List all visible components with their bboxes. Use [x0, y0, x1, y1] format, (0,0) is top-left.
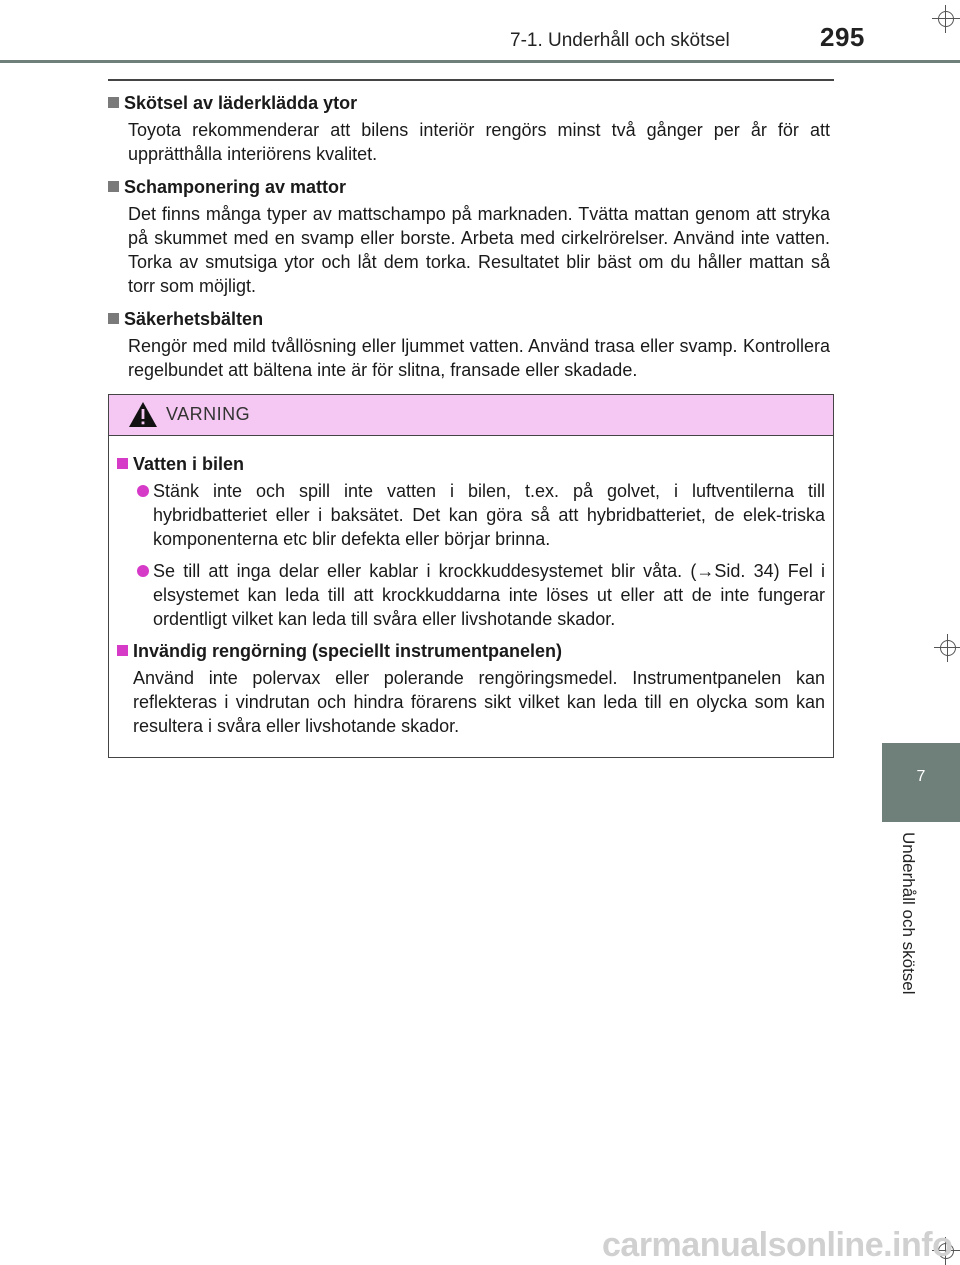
- item-text: Rengör med mild tvållösning eller ljummet vatten. Använd trasa eller svamp. Kontrollera regelbundet att bältena inte är för slitna, fransade eller skadade.: [128, 336, 830, 380]
- item-seat-belts: [108, 308, 830, 382]
- item-text: Toyota rekommenderar att bilens interiör rengörs minst två gånger per år för att upprätthålla interiörens kvalitet.: [128, 120, 830, 164]
- page-reference-link[interactable]: Sid. 34): [714, 561, 780, 581]
- header-rule: [0, 60, 960, 63]
- square-bullet-icon: [117, 645, 128, 656]
- content-top-rule: [108, 79, 834, 81]
- square-bullet-icon: [108, 181, 119, 192]
- warning-section-heading: Vatten i bilen: [117, 452, 825, 476]
- section-title: 7-1. Underhåll och skötsel: [510, 30, 730, 51]
- circle-bullet-icon: [137, 485, 149, 497]
- warning-title: VARNING: [166, 404, 251, 424]
- warning-section-text: Använd inte polervax eller polerande rengöringsmedel. Instrumentpanelen kan reflekteras i vindrutan och hindra förarens sikt vilket kan leda till en olycka som kan resultera i svåra eller livshotande skador.: [133, 668, 825, 736]
- footer-watermark: carmanualsonline.info: [602, 1226, 953, 1264]
- item-leather-care: [108, 92, 830, 166]
- circle-bullet-icon: [137, 565, 149, 577]
- warning-bullet: Stänk inte och spill inte vatten i bilen, t.ex. på golvet, i luftventilerna till hybridbatteriet eller i baksätet. Det kan göra så att hybridbatteriet, de elek-triska komponenterna etc blir defekta eller börjar brinna.: [117, 479, 825, 551]
- chapter-number: 7: [916, 768, 926, 785]
- warning-body: [109, 436, 833, 738]
- warning-box: [108, 394, 834, 758]
- arrow-right-icon: →: [696, 561, 715, 581]
- square-bullet-icon: [108, 97, 119, 108]
- warning-triangle-icon: [128, 401, 158, 428]
- warning-bullet: Se till att inga delar eller kablar i krockkuddesystemet blir våta. (→Sid. 34) Fel i elsystemet kan leda till att krockkuddarna inte löses ut eller att de inte fungerar ordentligt vilket kan leda till svåra eller livshotande skador.: [117, 559, 825, 631]
- registration-mark-top-right: [932, 5, 960, 33]
- item-heading: Schamponering av mattor: [108, 176, 830, 198]
- square-bullet-icon: [117, 458, 128, 469]
- warning-header: [109, 395, 833, 436]
- item-heading: Säkerhetsbälten: [108, 308, 830, 330]
- item-carpet-shampoo: [108, 176, 830, 298]
- item-heading: Skötsel av läderklädda ytor: [108, 92, 830, 114]
- chapter-title-vertical: Underhåll och skötsel: [899, 832, 918, 995]
- warning-section-heading: Invändig rengörning (speciellt instrumentpanelen): [117, 639, 825, 663]
- item-text: Det finns många typer av mattschampo på marknaden. Tvätta mattan genom att stryka på skummet med en svamp eller borste. Arbeta med cirkelrörelser. Använd inte vatten. Torka av smutsiga ytor och låt dem torka. Resultatet blir bäst om du håller mattan så torr som möjligt.: [128, 204, 830, 296]
- square-bullet-icon: [108, 313, 119, 324]
- main-content: [108, 92, 830, 392]
- registration-mark-right-middle: [934, 634, 960, 662]
- page-number: 295: [820, 22, 865, 52]
